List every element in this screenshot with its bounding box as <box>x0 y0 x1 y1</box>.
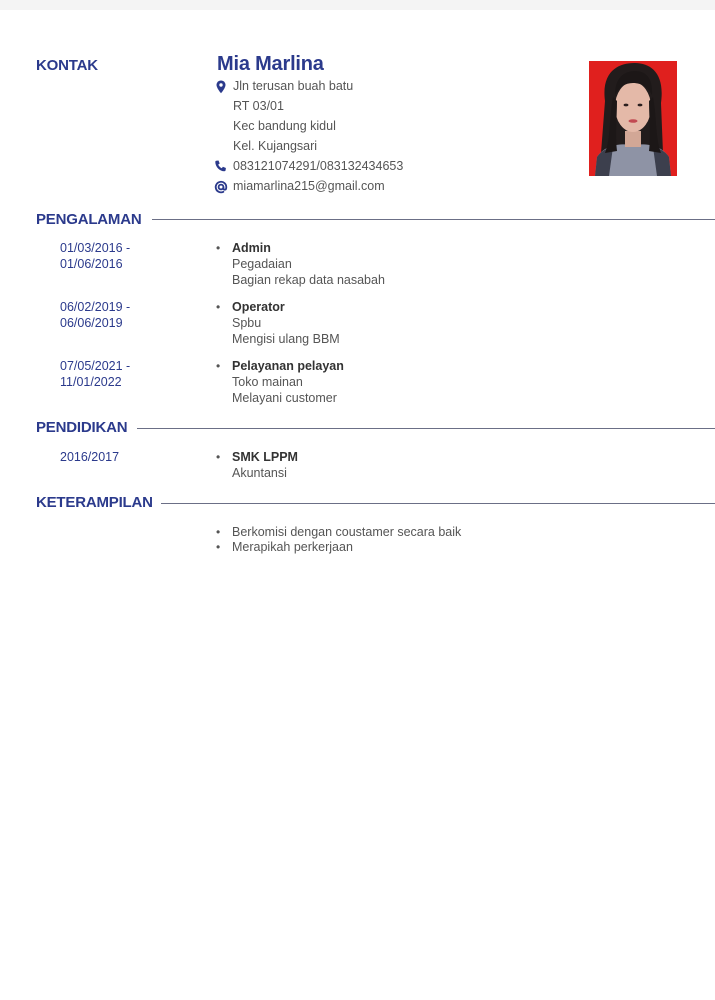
bullet: • <box>216 450 221 464</box>
experience-entry <box>232 299 340 347</box>
job-title: Admin <box>232 241 271 255</box>
experience-entry <box>232 240 385 288</box>
skill-item: Merapikah perkerjaan <box>232 540 353 554</box>
address-line-3: Kec bandung kidul <box>233 119 336 133</box>
profile-photo <box>589 61 677 176</box>
education-entry <box>232 449 298 481</box>
skill-item: Berkomisi dengan coustamer secara baik <box>232 525 462 539</box>
section-title-experience: PENGALAMAN <box>36 211 142 228</box>
bullet: • <box>216 300 221 314</box>
at-sign-icon <box>213 179 229 195</box>
company-name: Pegadaian <box>232 257 292 271</box>
section-divider <box>161 503 715 504</box>
section-divider <box>152 219 715 220</box>
phone-number: 083121074291/083132434653 <box>233 159 404 173</box>
major-name: Akuntansi <box>232 466 287 480</box>
bullet: • <box>216 359 221 373</box>
job-title: Operator <box>232 300 285 314</box>
experience-entry <box>232 358 344 406</box>
section-title-education: PENDIDIKAN <box>36 419 128 436</box>
job-description: Mengisi ulang BBM <box>232 332 340 346</box>
school-name: SMK LPPM <box>232 450 298 464</box>
company-name: Toko mainan <box>232 375 303 389</box>
section-title-contact: KONTAK <box>36 57 98 74</box>
section-title-skills: KETERAMPILAN <box>36 494 153 511</box>
address-line-1: Jln terusan buah batu <box>233 79 354 93</box>
section-divider <box>137 428 715 429</box>
bullet: • <box>216 241 221 255</box>
experience-date: 07/05/2021 - 11/01/2022 <box>60 359 131 389</box>
job-description: Bagian rekap data nasabah <box>232 273 385 287</box>
phone-icon <box>213 159 229 175</box>
address-line-2: RT 03/01 <box>233 99 284 113</box>
map-pin-icon <box>213 79 229 95</box>
education-date: 2016/2017 <box>60 450 120 464</box>
experience-date: 06/02/2019 - 06/06/2019 <box>60 300 131 330</box>
bullet: • <box>216 525 221 539</box>
email-address: miamarlina215@gmail.com <box>233 179 385 193</box>
person-name: Mia Marlina <box>217 53 324 75</box>
top-strip <box>0 0 715 10</box>
bullet: • <box>216 540 221 554</box>
job-description: Melayani customer <box>232 391 337 405</box>
experience-date: 01/03/2016 - 01/06/2016 <box>60 241 131 271</box>
address-line-4: Kel. Kujangsari <box>233 139 318 153</box>
company-name: Spbu <box>232 316 262 330</box>
job-title: Pelayanan pelayan <box>232 359 344 373</box>
